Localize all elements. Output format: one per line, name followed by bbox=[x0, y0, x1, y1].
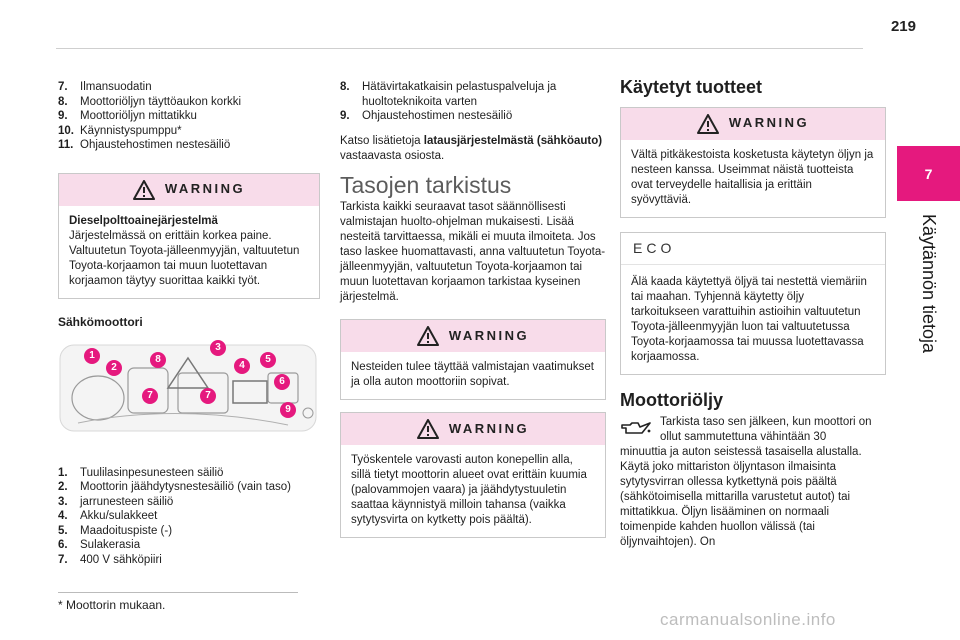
list-item: 2. Moottorin jäähdytysnestesäiliö (vain taso) bbox=[58, 481, 291, 493]
list-item: 1. Tuulilasinpesunesteen säiliö bbox=[58, 466, 224, 479]
warning-text: Työskentele varovasti auton konepellin alla, sillä tietyt moottorin alueet ovat erittäin kuumia (palovammojen vaara) ja jäähdytystuuletin saattaa käynnistyä milloin tahansa (vaikka sytytysvirta on kytketty pois päältä). bbox=[351, 454, 587, 526]
level-check-paragraph: Tarkista kaikki seuraavat tasot säännöllisesti valmistajan huolto-ohjelman mukaisesti. Lisää nesteitä tarvittaessa, mikäli ei muuta ilmoiteta. Jos taso laskee huomattavasti, anna valtuutetun Toyota-jälleenmyyjän, valtuutetun Toyota-korjaamon tai muun luotettavan korjaamon tarkistaa kyseinen järjestelmä. bbox=[340, 201, 606, 303]
warning-header bbox=[621, 108, 885, 140]
list-item: 7. Ilmansuodatin bbox=[58, 81, 152, 93]
engine-oil-text-first: Tarkista taso sen jälkeen, kun moottori on ollut sammutettuna vähintään 30 bbox=[660, 416, 872, 443]
warning-title: Dieselpolttoainejärjestelmä bbox=[69, 214, 218, 227]
callout-badge: 3 bbox=[210, 340, 226, 356]
list-item: 9. Moottoriöljyn mittatikku bbox=[58, 110, 197, 122]
top-divider bbox=[56, 48, 863, 49]
warning-label: WARNING bbox=[164, 181, 246, 197]
list-item: 10. Käynnistyspumppu* bbox=[58, 124, 182, 137]
warning-box-diesel bbox=[58, 173, 320, 299]
chapter-title-vertical bbox=[897, 208, 960, 358]
list-item: 9. Ohjaustehostimen nestesäiliö bbox=[340, 110, 513, 122]
list-item: 7. 400 V sähköpiiri bbox=[58, 553, 162, 566]
warning-header bbox=[341, 413, 605, 445]
warning-box-hot-engine bbox=[340, 412, 606, 538]
callout-badge: 6 bbox=[274, 374, 290, 390]
callout-badge: 4 bbox=[234, 358, 250, 374]
eco-text: Älä kaada käytettyä öljyä tai nestettä viemäriin tai maahan. Tyhjennä käytetty öljy tarkoitukseen varattuihin astioihin valtuutetun Toyota-jälleenmyyjän luon tai valtuutetussa Toyota-korjaamossa tai muussa luotettavassa korjaamossa. bbox=[631, 275, 867, 363]
list-item: 3. jarrunesteen säiliö bbox=[58, 495, 174, 508]
warning-text: Vältä pitkäkestoista kosketusta käytetyn öljyn ja nesteen kanssa. Useimmat näistä tuotteista ovat terveydelle haitallisia ja erittäin syövyttäviä. bbox=[631, 148, 874, 206]
warning-label: WARNING bbox=[728, 115, 810, 131]
reference-note: Katso lisätietoja latausjärjestelmästä (sähköauto) vastaavasta osiosta. bbox=[340, 134, 603, 162]
column-left bbox=[58, 80, 320, 567]
callout-badge: 5 bbox=[260, 352, 276, 368]
callout-badge: 7 bbox=[200, 388, 216, 404]
list-item: 6. Sulakerasia bbox=[58, 539, 141, 551]
column-right bbox=[620, 77, 886, 550]
watermark: carmanualsonline.info bbox=[660, 610, 836, 629]
heading-engine-oil: Moottoriöljy bbox=[620, 389, 723, 410]
heading-used-products: Käytetyt tuotteet bbox=[620, 77, 763, 97]
warning-label: WARNING bbox=[448, 420, 530, 436]
list-item: 8. Moottoriöljyn täyttöaukon korkki bbox=[58, 95, 242, 108]
engine-oil-intro bbox=[620, 415, 886, 445]
warning-triangle-icon bbox=[133, 180, 155, 200]
warning-body bbox=[59, 206, 319, 298]
callout-badge: 8 bbox=[150, 352, 166, 368]
eco-box bbox=[620, 232, 886, 375]
warning-header bbox=[341, 320, 605, 352]
callout-badge: 9 bbox=[280, 402, 296, 418]
warning-box-used-products bbox=[620, 107, 886, 218]
warning-triangle-icon bbox=[697, 114, 719, 134]
warning-label: WARNING bbox=[448, 327, 530, 343]
engine-parts-list-continued bbox=[340, 80, 606, 124]
engine-oil-text: minuuttia ja auton seistessä tasaisella alustalla. Käytä joko mittariston öljyntason ilmaisinta sytytysvirran ollessa kytkettynä pois päältä (sähkötoimisella mittarilla varustetut autot) tai mittatikkua. Öljyn lisääminen on normaali toimenpide kahden huollon välissä (tai öljynvaihtojen). On bbox=[620, 446, 862, 548]
list-item: 5. Maadoituspiste (-) bbox=[58, 524, 173, 537]
footnote: * Moottorin mukaan. bbox=[58, 598, 166, 612]
footnote-divider bbox=[58, 592, 298, 593]
list-item: 11. Ohjaustehostimen nestesäiliö bbox=[58, 139, 231, 151]
page-number: 219 bbox=[890, 18, 916, 35]
reference-link[interactable]: latausjärjestelmästä (sähköauto) bbox=[423, 134, 603, 147]
column-middle bbox=[340, 80, 606, 538]
list-item: 8. Hätävirtakatkaisin pelastuspalveluja ja huoltoteknikoita varten bbox=[340, 81, 557, 108]
engine-parts-list-top bbox=[58, 80, 320, 153]
section-title-electric-motor: Sähkömoottori bbox=[58, 314, 143, 329]
callout-badge: 7 bbox=[142, 388, 158, 404]
callout-badge: 2 bbox=[106, 360, 122, 376]
warning-triangle-icon bbox=[417, 419, 439, 439]
callout-layer bbox=[58, 338, 318, 428]
chapter-title: Käytännön tietoja bbox=[919, 213, 940, 353]
warning-text: Järjestelmässä on erittäin korkea paine. Valtuutetun Toyota-jälleenmyyjän, valtuutetun Toyota-korjaamon tai muun luotettavan korjaamon täytyy suorittaa kaikki työt. bbox=[69, 229, 300, 287]
warning-box-fluids bbox=[340, 319, 606, 400]
chapter-tab[interactable]: 7 bbox=[897, 146, 960, 201]
warning-triangle-icon bbox=[417, 326, 439, 346]
warning-text: Nesteiden tulee täyttää valmistajan vaatimukset ja olla auton moottoriin sopivat. bbox=[351, 361, 594, 388]
list-item: 4. Akku/sulakkeet bbox=[58, 510, 158, 522]
eco-label: ECO bbox=[621, 233, 885, 265]
oil-can-icon bbox=[620, 419, 652, 437]
warning-header bbox=[59, 174, 319, 206]
heading-level-check: Tasojen tarkistus bbox=[340, 171, 512, 198]
callout-badge: 1 bbox=[84, 348, 100, 364]
engine-parts-list-bottom bbox=[58, 466, 320, 568]
